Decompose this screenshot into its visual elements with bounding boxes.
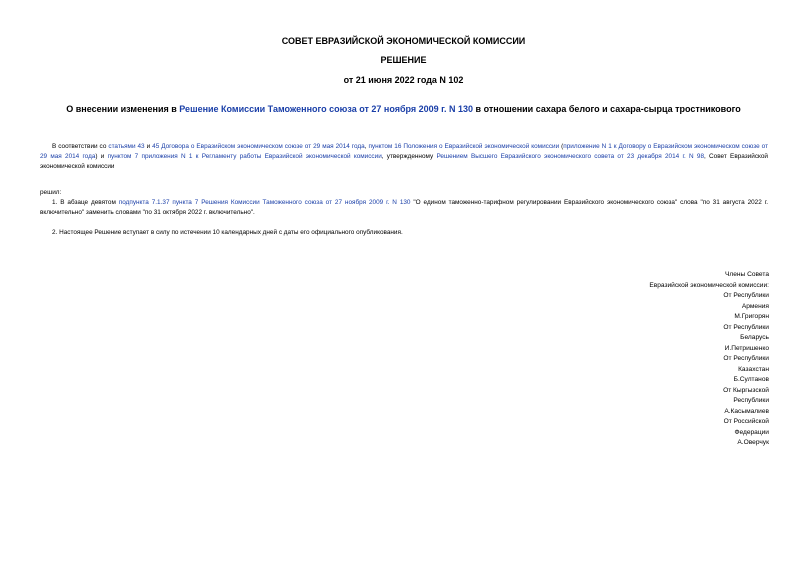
signature-line: От Республики <box>723 323 769 331</box>
decided-label: решил: <box>40 189 62 196</box>
signature-line: Члены Совета <box>724 271 769 278</box>
link-subparagraph-7-1-37[interactable]: подпункта 7.1.37 пункта 7 Решения Комиссии Таможенного союза от 27 ноября 2009 г. N 130 <box>118 199 411 206</box>
title-link[interactable]: Решение Комиссии Таможенного союза от 27 ноября 2009 г. N 130 <box>179 104 474 114</box>
preamble-text: и <box>144 143 153 150</box>
signature-line: А.Оверчук <box>737 439 769 446</box>
preamble-text: , Совет Евразийской экономической комиссии <box>40 153 769 170</box>
signature-line: И.Петришенко <box>724 344 769 352</box>
signature-line: Б.Султанов <box>733 376 769 383</box>
signature-line: От Российской <box>723 418 769 425</box>
preamble-text: ( <box>559 143 564 150</box>
signature-line: Армения <box>741 302 769 310</box>
link-articles-43[interactable]: статьями 43 <box>108 143 145 150</box>
document-title <box>0 104 807 114</box>
signature-line: Федерации <box>734 428 769 436</box>
preamble-text: , утвержденному <box>381 153 437 160</box>
title-suffix: в отношении сахара белого и сахара-сырца тростникового <box>473 104 741 114</box>
link-treaty-45[interactable]: 45 Договора о Евразийском экономическом союзе от 29 мая 2014 года <box>152 143 365 150</box>
document-type: РЕШЕНИЕ <box>380 55 427 65</box>
signature-line: От Кыргызской <box>723 386 769 394</box>
signature-line: От Республики <box>723 292 769 299</box>
document-date: от 21 июня 2022 года N 102 <box>343 75 464 85</box>
preamble-text: В соответствии со <box>52 143 109 150</box>
preamble-text: , <box>364 143 369 150</box>
signature-block <box>549 270 769 449</box>
signature-line: А.Касымалиев <box>724 407 769 415</box>
signature-line: М.Григорян <box>734 313 769 320</box>
link-supreme-council-decision[interactable]: Решением Высшего Евразийского экономического совета от 23 декабря 2014 г. N 98 <box>436 153 705 160</box>
preamble-paragraph <box>40 142 768 172</box>
link-annex-1[interactable]: приложение N 1 к Договору о Евразийском экономическом союзе от 29 мая 2014 года <box>40 143 768 160</box>
link-regulation-16[interactable]: пунктом 16 Положения о Евразийской экономической комиссии <box>368 143 560 150</box>
preamble-text: ) и <box>95 153 108 160</box>
item-1-paragraph <box>40 198 768 218</box>
signature-line: Евразийской экономической комиссии: <box>649 281 769 289</box>
signature-line: От Республики <box>723 355 769 362</box>
council-heading: СОВЕТ ЕВРАЗИЙСКОЙ ЭКОНОМИЧЕСКОЙ КОМИССИИ <box>281 36 526 46</box>
signature-line: Казахстан <box>738 365 769 373</box>
item-1-text: "О едином таможенно-тарифном регулировании Евразийского экономического союза" слова "по 31 августа 2022 г. включительно" заменить словами "по 31 октября 2022 г. включительно". <box>40 199 769 216</box>
signature-line: Республики <box>733 397 769 404</box>
title-prefix: О внесении изменения в <box>66 104 180 114</box>
item-2-paragraph: 2. Настоящее Решение вступает в силу по истечении 10 календарных дней с даты его официального опубликования. <box>52 229 403 236</box>
link-rules-annex[interactable]: пунктом 7 приложения N 1 к Регламенту работы Евразийской экономической комиссии <box>107 153 382 160</box>
signature-line: Беларусь <box>740 334 769 341</box>
item-1-text: 1. В абзаце девятом <box>52 199 119 206</box>
